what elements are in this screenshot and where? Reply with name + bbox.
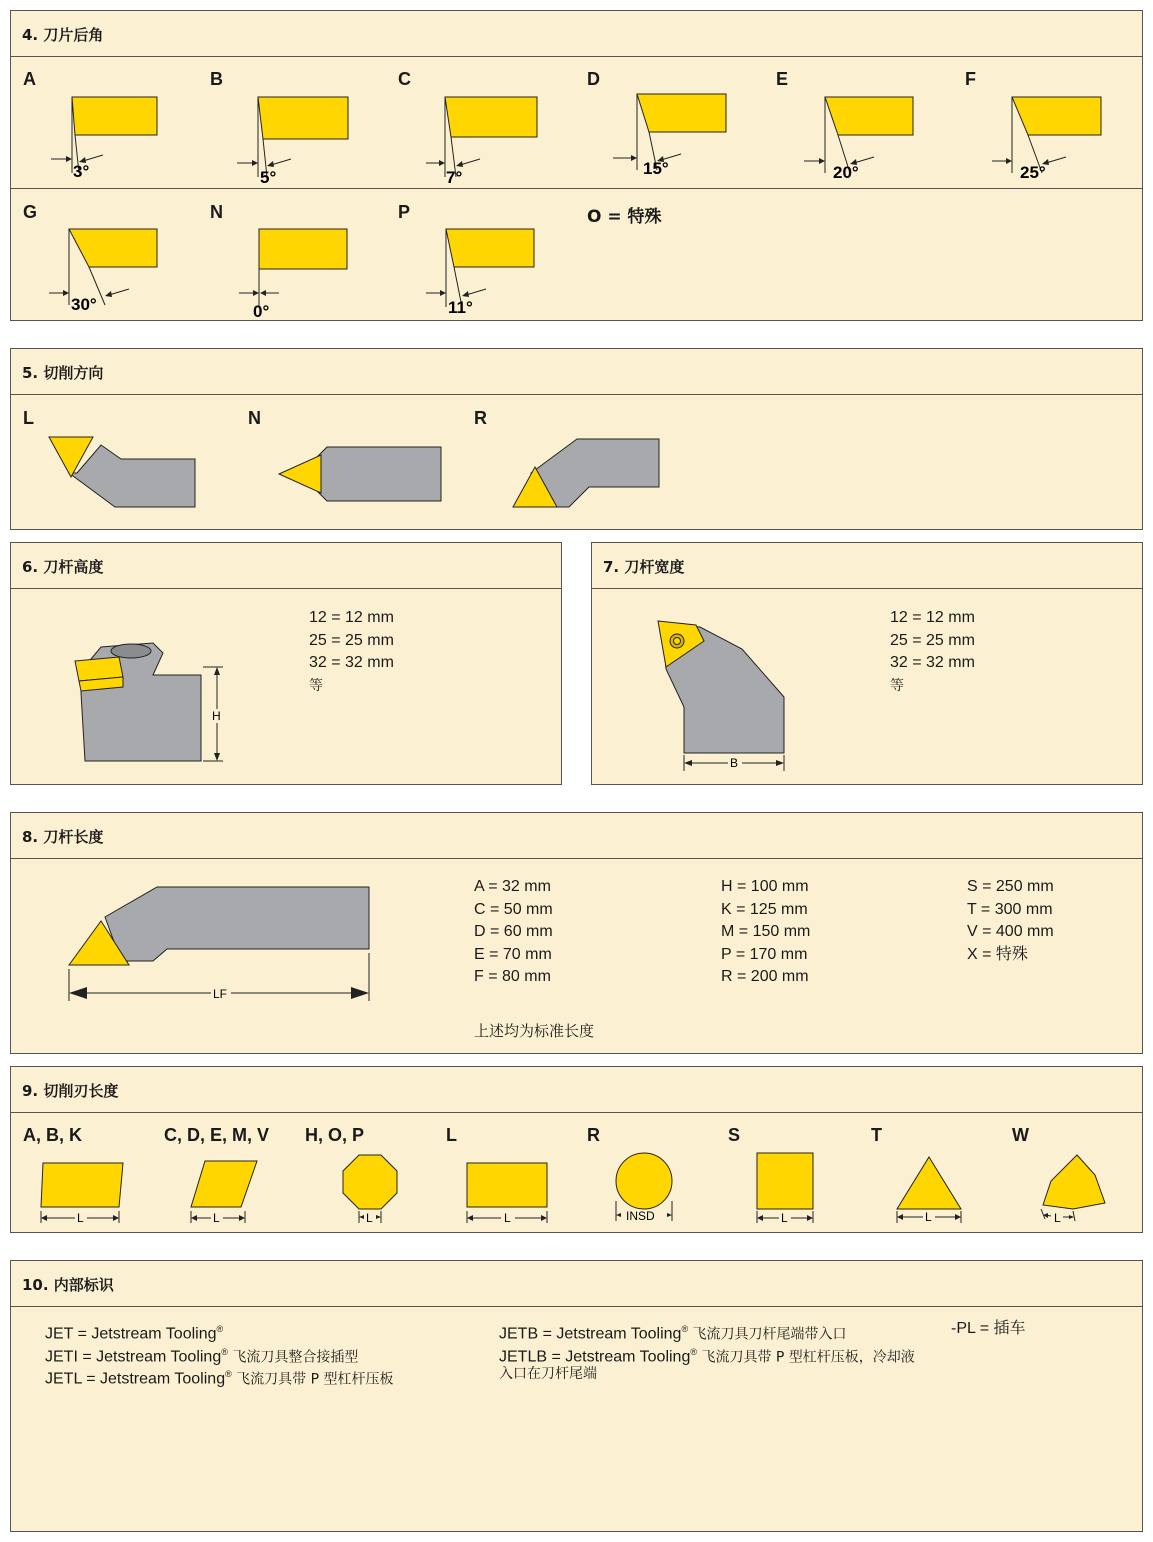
designation-line: JET = Jetstream Tooling®: [45, 1324, 224, 1343]
section-shank-width: [591, 542, 1143, 785]
tool-diagram-N: [279, 445, 445, 503]
clearance-diagram-N: [235, 229, 355, 321]
svg-text:INSD: INSD: [626, 1209, 655, 1223]
angle-code-E: E: [776, 69, 789, 89]
dimension-label-B: B: [730, 756, 739, 770]
section-title: 7. 刀杆宽度: [592, 543, 1142, 589]
direction-code-R: R: [474, 408, 487, 428]
clearance-diagram-P: [424, 229, 544, 321]
svg-text:25°: 25°: [1020, 163, 1046, 182]
shape-codes: A, B, K: [23, 1125, 83, 1145]
svg-text:30°: 30°: [71, 295, 97, 314]
section-shank-height: [10, 542, 562, 785]
section-internal-designation: [10, 1260, 1143, 1532]
length-code: E = 70 mm: [474, 945, 552, 963]
svg-text:L: L: [781, 1211, 788, 1225]
section-tool-length: [10, 812, 1143, 1054]
designation-line: 入口在刀杆尾端: [499, 1366, 597, 1382]
direction-code-N: N: [248, 408, 261, 428]
length-code: C = 50 mm: [474, 900, 553, 918]
angle-value: 3°: [73, 162, 90, 181]
svg-text:15°: 15°: [643, 159, 669, 178]
designation-line: JETL = Jetstream Tooling® 飞流刀具带 P 型杠杆压板: [45, 1369, 394, 1388]
svg-text:L: L: [213, 1211, 220, 1225]
shank-width-value: 32 = 32 mm: [890, 654, 975, 671]
standard-length-note: 上述均为标准长度: [474, 1022, 595, 1040]
insert-shape-triangle: [895, 1155, 967, 1227]
length-code: F = 80 mm: [474, 968, 551, 985]
length-code: P = 170 mm: [721, 945, 808, 963]
shape-codes: C, D, E, M, V: [164, 1125, 270, 1145]
dimension-label-H: H: [212, 709, 221, 723]
length-code: D = 60 mm: [474, 923, 553, 940]
angle-code-D: D: [587, 69, 600, 89]
svg-text:5°: 5°: [260, 168, 277, 187]
shape-codes: S: [728, 1125, 741, 1145]
angle-code-C: C: [398, 69, 411, 89]
shank-height-diagram: [71, 633, 241, 773]
length-code: X = 特殊: [967, 945, 1028, 963]
clearance-diagram-G: [47, 229, 177, 319]
section-title: 4. 刀片后角: [11, 11, 1142, 57]
shape-codes: T: [871, 1125, 882, 1145]
svg-text:0°: 0°: [253, 302, 270, 321]
section-title: 8. 刀杆长度: [11, 813, 1142, 859]
section-clearance-angle: [10, 10, 1143, 321]
designation-line: JETLB = Jetstream Tooling® 飞流刀具带 P 型杠杆压板，冷却液: [499, 1346, 915, 1365]
clearance-diagram-F: [990, 97, 1120, 187]
row-divider: [11, 188, 1142, 189]
clearance-diagram-B: [233, 97, 353, 189]
length-code: M = 150 mm: [721, 923, 811, 940]
shank-width-value: 25 = 25 mm: [890, 631, 975, 649]
angle-code-B: B: [210, 69, 223, 89]
section-cutting-direction: [10, 348, 1143, 530]
shank-width-diagram: [652, 615, 792, 775]
designation-line: -PL = 插车: [951, 1320, 1026, 1337]
section-title: 10. 内部标识: [11, 1261, 1142, 1307]
svg-text:L: L: [77, 1211, 84, 1225]
shank-height-value: 32 = 32 mm: [309, 654, 394, 671]
insert-shape-rectangle: [465, 1161, 551, 1227]
shank-height-etc: 等: [309, 677, 323, 694]
tool-diagram-L: [49, 437, 209, 509]
shape-codes: L: [446, 1125, 457, 1145]
length-code: H = 100 mm: [721, 878, 809, 895]
length-code: S = 250 mm: [967, 878, 1054, 895]
svg-text:L: L: [925, 1210, 932, 1224]
length-code: A = 32 mm: [474, 878, 551, 895]
shank-width-etc: 等: [890, 677, 904, 694]
insert-shape-parallelogram: [39, 1161, 129, 1227]
insert-shape-trigon: [1037, 1153, 1109, 1227]
length-code: V = 400 mm: [967, 923, 1054, 940]
insert-shape-round: [611, 1151, 679, 1227]
clearance-diagram-C: [422, 97, 542, 189]
insert-shape-square: [755, 1151, 819, 1227]
designation-line: JETB = Jetstream Tooling® 飞流刀具刀杆尾端带入口: [499, 1324, 847, 1343]
dimension-label-LF: LF: [213, 987, 228, 1001]
angle-code-P: P: [398, 202, 411, 222]
angle-code-F: F: [965, 69, 976, 89]
length-code: T = 300 mm: [967, 900, 1053, 918]
svg-text:20°: 20°: [833, 163, 859, 182]
angle-code-special: O = 特殊: [587, 207, 662, 227]
shank-height-value: 12 = 12 mm: [309, 609, 394, 626]
angle-code-G: G: [23, 202, 38, 222]
svg-text:L: L: [504, 1211, 511, 1225]
insert-shape-rhombus: [189, 1159, 269, 1227]
shape-codes: R: [587, 1125, 600, 1145]
shank-width-value: 12 = 12 mm: [890, 609, 975, 626]
designation-line: JETI = Jetstream Tooling® 飞流刀具整合接插型: [45, 1346, 359, 1365]
shank-height-value: 25 = 25 mm: [309, 631, 394, 649]
section-title: 9. 切削刃长度: [11, 1067, 1142, 1113]
clearance-diagram-D: [609, 94, 739, 184]
shape-codes: W: [1012, 1125, 1029, 1145]
angle-code-N: N: [210, 202, 223, 222]
svg-text:7°: 7°: [446, 168, 463, 187]
section-cutting-edge-length: [10, 1066, 1143, 1233]
svg-text:11°: 11°: [448, 298, 473, 317]
direction-code-L: L: [23, 408, 34, 428]
svg-text:L: L: [366, 1211, 373, 1225]
tool-diagram-R: [511, 437, 663, 509]
tool-length-diagram: [67, 883, 387, 1007]
clearance-diagram-E: [800, 97, 930, 187]
angle-code-A: A: [23, 69, 36, 89]
section-title: 6. 刀杆高度: [11, 543, 561, 589]
svg-text:L: L: [1054, 1211, 1061, 1225]
section-title: 5. 切削方向: [11, 349, 1142, 395]
length-code: R = 200 mm: [721, 968, 809, 985]
clearance-diagram-A: [47, 97, 167, 187]
shape-codes: H, O, P: [305, 1125, 365, 1145]
insert-shape-octagon: [339, 1153, 403, 1227]
length-code: K = 125 mm: [721, 900, 808, 918]
